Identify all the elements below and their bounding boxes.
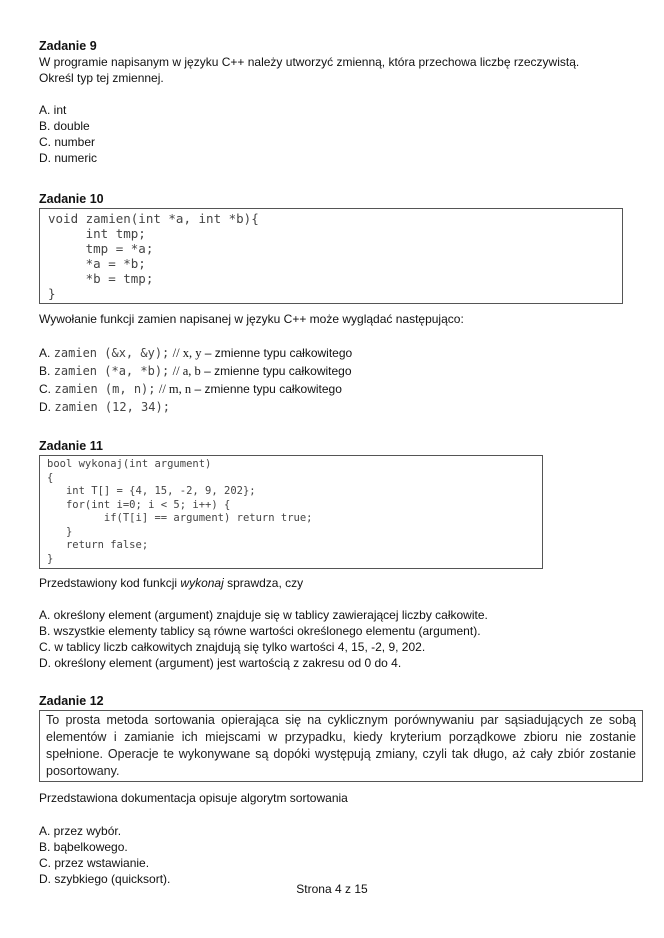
question-11-text-start: Przedstawiony kod funkcji [39, 576, 181, 590]
option-d [39, 398, 639, 416]
option-letter: A. [39, 346, 51, 360]
option-d: D. określony element (argument) jest wartością z zakresu od 0 do 4. [39, 656, 402, 670]
code-line: tmp = *a; [48, 241, 154, 256]
code-listing-zamien [39, 208, 623, 304]
spacer [39, 671, 639, 693]
option-code: zamien (&x, &y); [53, 346, 170, 360]
question-9 [39, 38, 639, 166]
spacer [39, 166, 639, 191]
option-b: B. double [39, 119, 90, 133]
question-11-text [39, 575, 639, 591]
code-line: int T[] = {4, 15, -2, 9, 202}; [47, 485, 256, 497]
option-letter: B. [39, 364, 51, 378]
question-10 [39, 191, 639, 416]
code-line: for(int i=0; i < 5; i++) { [47, 498, 231, 511]
code-line: return false; [47, 539, 149, 551]
option-d: D. szybkiego (quicksort). [39, 872, 171, 886]
code-line: *a = *b; [48, 256, 146, 271]
question-10-title: Zadanie 10 [39, 192, 104, 206]
exam-page [39, 38, 639, 887]
option-c: C. przez wstawianie. [39, 856, 150, 870]
option-comment: // a, b [172, 364, 201, 378]
option-rest: – zmienne typu całkowitego [201, 346, 353, 360]
code-line: { [47, 471, 54, 484]
option-comment: // m, n [158, 382, 192, 396]
question-12-options [39, 823, 639, 887]
question-11 [39, 438, 639, 671]
option-code: zamien (12, 34); [54, 400, 170, 414]
option-b [39, 362, 639, 380]
option-a [39, 344, 639, 362]
option-letter: D. [39, 400, 51, 414]
question-9-text: W programie napisanym w języku C++ należy utworzyć zmienną, która przechowa liczbę rzeczywistą. Określ typ tej zmiennej. [39, 55, 580, 85]
code-line: bool wykonaj(int argument) [47, 458, 212, 470]
code-line: } [47, 525, 73, 538]
question-11-text-end: sprawdza, czy [223, 576, 304, 590]
option-b: B. wszystkie elementy tablicy są równe wartości określonego elementu (argument). [39, 624, 481, 638]
option-code: zamien (m, n); [54, 382, 156, 396]
question-9-options [39, 102, 639, 166]
option-a: A. określony element (argument) znajduje się w tablicy zawierającej liczby całkowite. [39, 608, 488, 622]
option-c [39, 380, 639, 398]
option-comment: // x, y [172, 346, 202, 360]
option-a: A. przez wybór. [39, 824, 122, 838]
code-line: *b = tmp; [48, 271, 154, 286]
option-a: A. int [39, 103, 67, 117]
question-9-title: Zadanie 9 [39, 39, 97, 53]
option-d: D. numeric [39, 151, 98, 165]
question-12-text: Przedstawiona dokumentacja opisuje algorytm sortowania [39, 791, 348, 805]
question-11-options [39, 607, 639, 671]
function-name: wykonaj [180, 576, 224, 590]
code-line: } [47, 552, 54, 565]
question-10-options [39, 344, 639, 416]
option-c: C. number [39, 135, 96, 149]
question-10-text: Wywołanie funkcji zamien napisanej w języku C++ może wyglądać następująco: [39, 312, 464, 326]
question-11-title: Zadanie 11 [39, 439, 103, 453]
documentation-box: To prosta metoda sortowania opierająca się na cyklicznym porównywaniu par sąsiadujących ze sobą elementów i zamianie ich miejscami w przypadku, kiedy kryterium porządkowe zbioru nie zostanie spełnione. Operacje te wykonywane są dopóki występują zmiany, czyli tak długo, aż cały zbiór zostanie posortowany. [39, 710, 643, 782]
question-12 [39, 693, 639, 887]
option-rest: – zmienne typu całkowitego [200, 364, 352, 378]
code-line: if(T[i] == argument) return true; [47, 512, 313, 524]
option-rest: – zmienne typu całkowitego [191, 382, 342, 396]
option-code: zamien (*a, *b); [53, 364, 170, 378]
option-b: B. bąbelkowego. [39, 840, 128, 854]
page-number: Strona 4 z 15 [296, 882, 368, 896]
code-line: int tmp; [48, 226, 146, 241]
code-line: void zamien(int *a, int *b){ [48, 211, 259, 226]
option-letter: C. [39, 382, 51, 396]
code-line: } [48, 286, 56, 301]
spacer [39, 416, 639, 438]
code-listing-wykonaj [39, 455, 543, 569]
question-12-title: Zadanie 12 [39, 694, 104, 708]
option-c: C. w tablicy liczb całkowitych znajdują się tylko wartości 4, 15, -2, 9, 202. [39, 640, 426, 654]
